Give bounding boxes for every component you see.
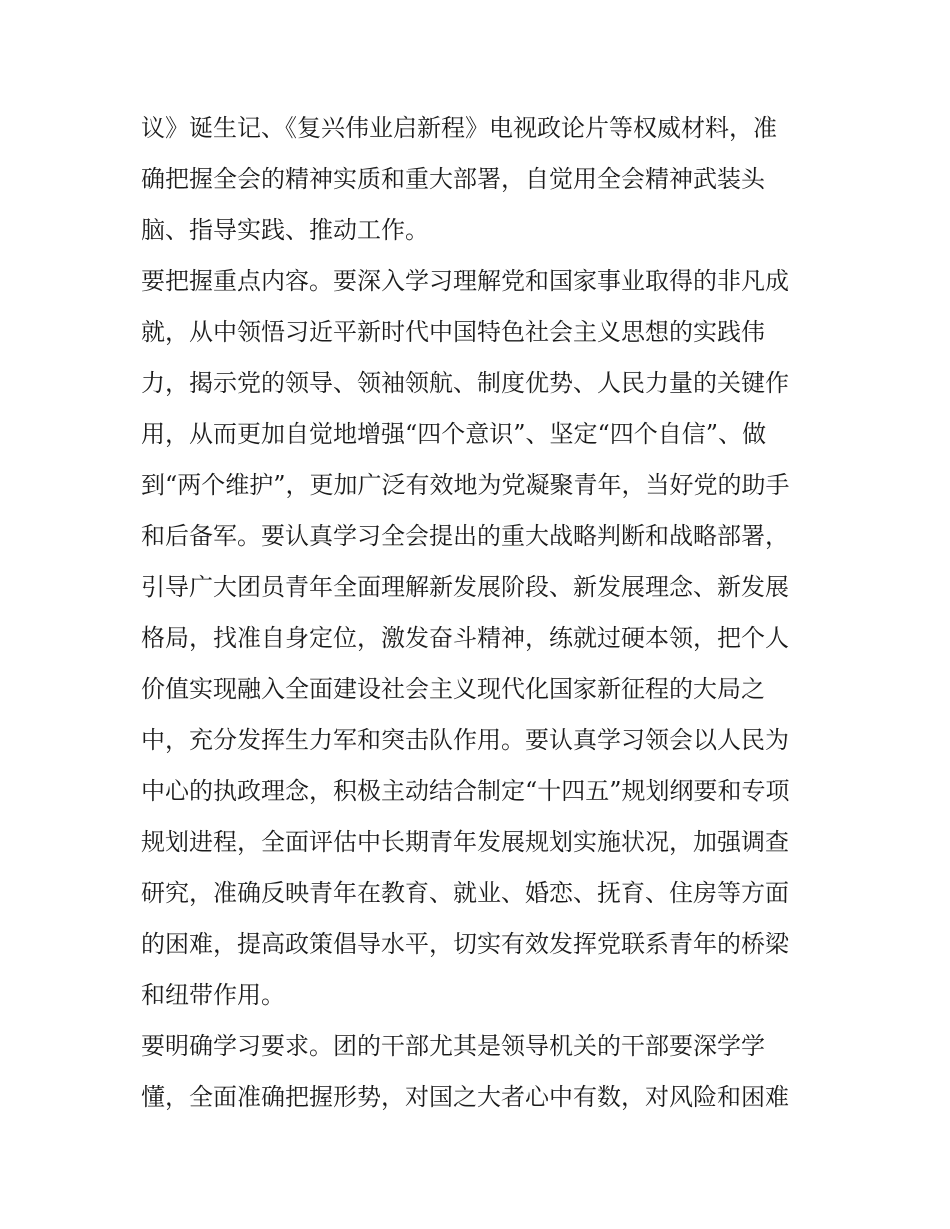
text-line: 的困难，提高政策倡导水平，切实有效发挥党联系青年的桥梁	[141, 930, 789, 958]
text-line: 规划进程，全面评估中长期青年发展规划实施状况，加强调查	[141, 828, 789, 856]
text-line: 确把握全会的精神实质和重大部署，自觉用全会精神武装头	[141, 165, 765, 193]
text-line: 用，从而更加自觉地增强“四个意识”、坚定“四个自信”、做	[141, 420, 767, 448]
text-line: 力，揭示党的领导、领袖领航、制度优势、人民力量的关键作	[141, 369, 789, 397]
text-line: 价值实现融入全面建设社会主义现代化国家新征程的大局之	[141, 675, 765, 703]
text-line: 研究，准确反映青年在教育、就业、婚恋、抚育、住房等方面	[141, 879, 789, 907]
text-line: 脑、指导实践、推动工作。	[141, 216, 429, 244]
text-line: 就，从中领悟习近平新时代中国特色社会主义思想的实践伟	[141, 318, 765, 346]
text-line: 到“两个维护”，更加广泛有效地为党凝聚青年，当好党的助手	[141, 471, 790, 499]
text-line: 格局，找准自身定位，激发奋斗精神，练就过硬本领，把个人	[141, 624, 789, 652]
text-line: 要明确学习要求。团的干部尤其是领导机关的干部要深学学	[141, 1032, 765, 1060]
text-line: 中心的执政理念，积极主动结合制定“十四五”规划纲要和专项	[141, 777, 790, 805]
text-line: 中，充分发挥生力军和突击队作用。要认真学习领会以人民为	[141, 726, 789, 754]
text-line: 要把握重点内容。要深入学习理解党和国家事业取得的非凡成	[141, 267, 789, 295]
text-line: 懂，全面准确把握形势，对国之大者心中有数，对风险和困难	[141, 1083, 789, 1111]
text-line: 和后备军。要认真学习全会提出的重大战略判断和战略部署，	[141, 522, 789, 550]
text-line: 和纽带作用。	[141, 981, 285, 1009]
text-line: 引导广大团员青年全面理解新发展阶段、新发展理念、新发展	[141, 573, 789, 601]
text-line: 议》诞生记、《复兴伟业启新程》电视政论片等权威材料，准	[141, 114, 777, 142]
